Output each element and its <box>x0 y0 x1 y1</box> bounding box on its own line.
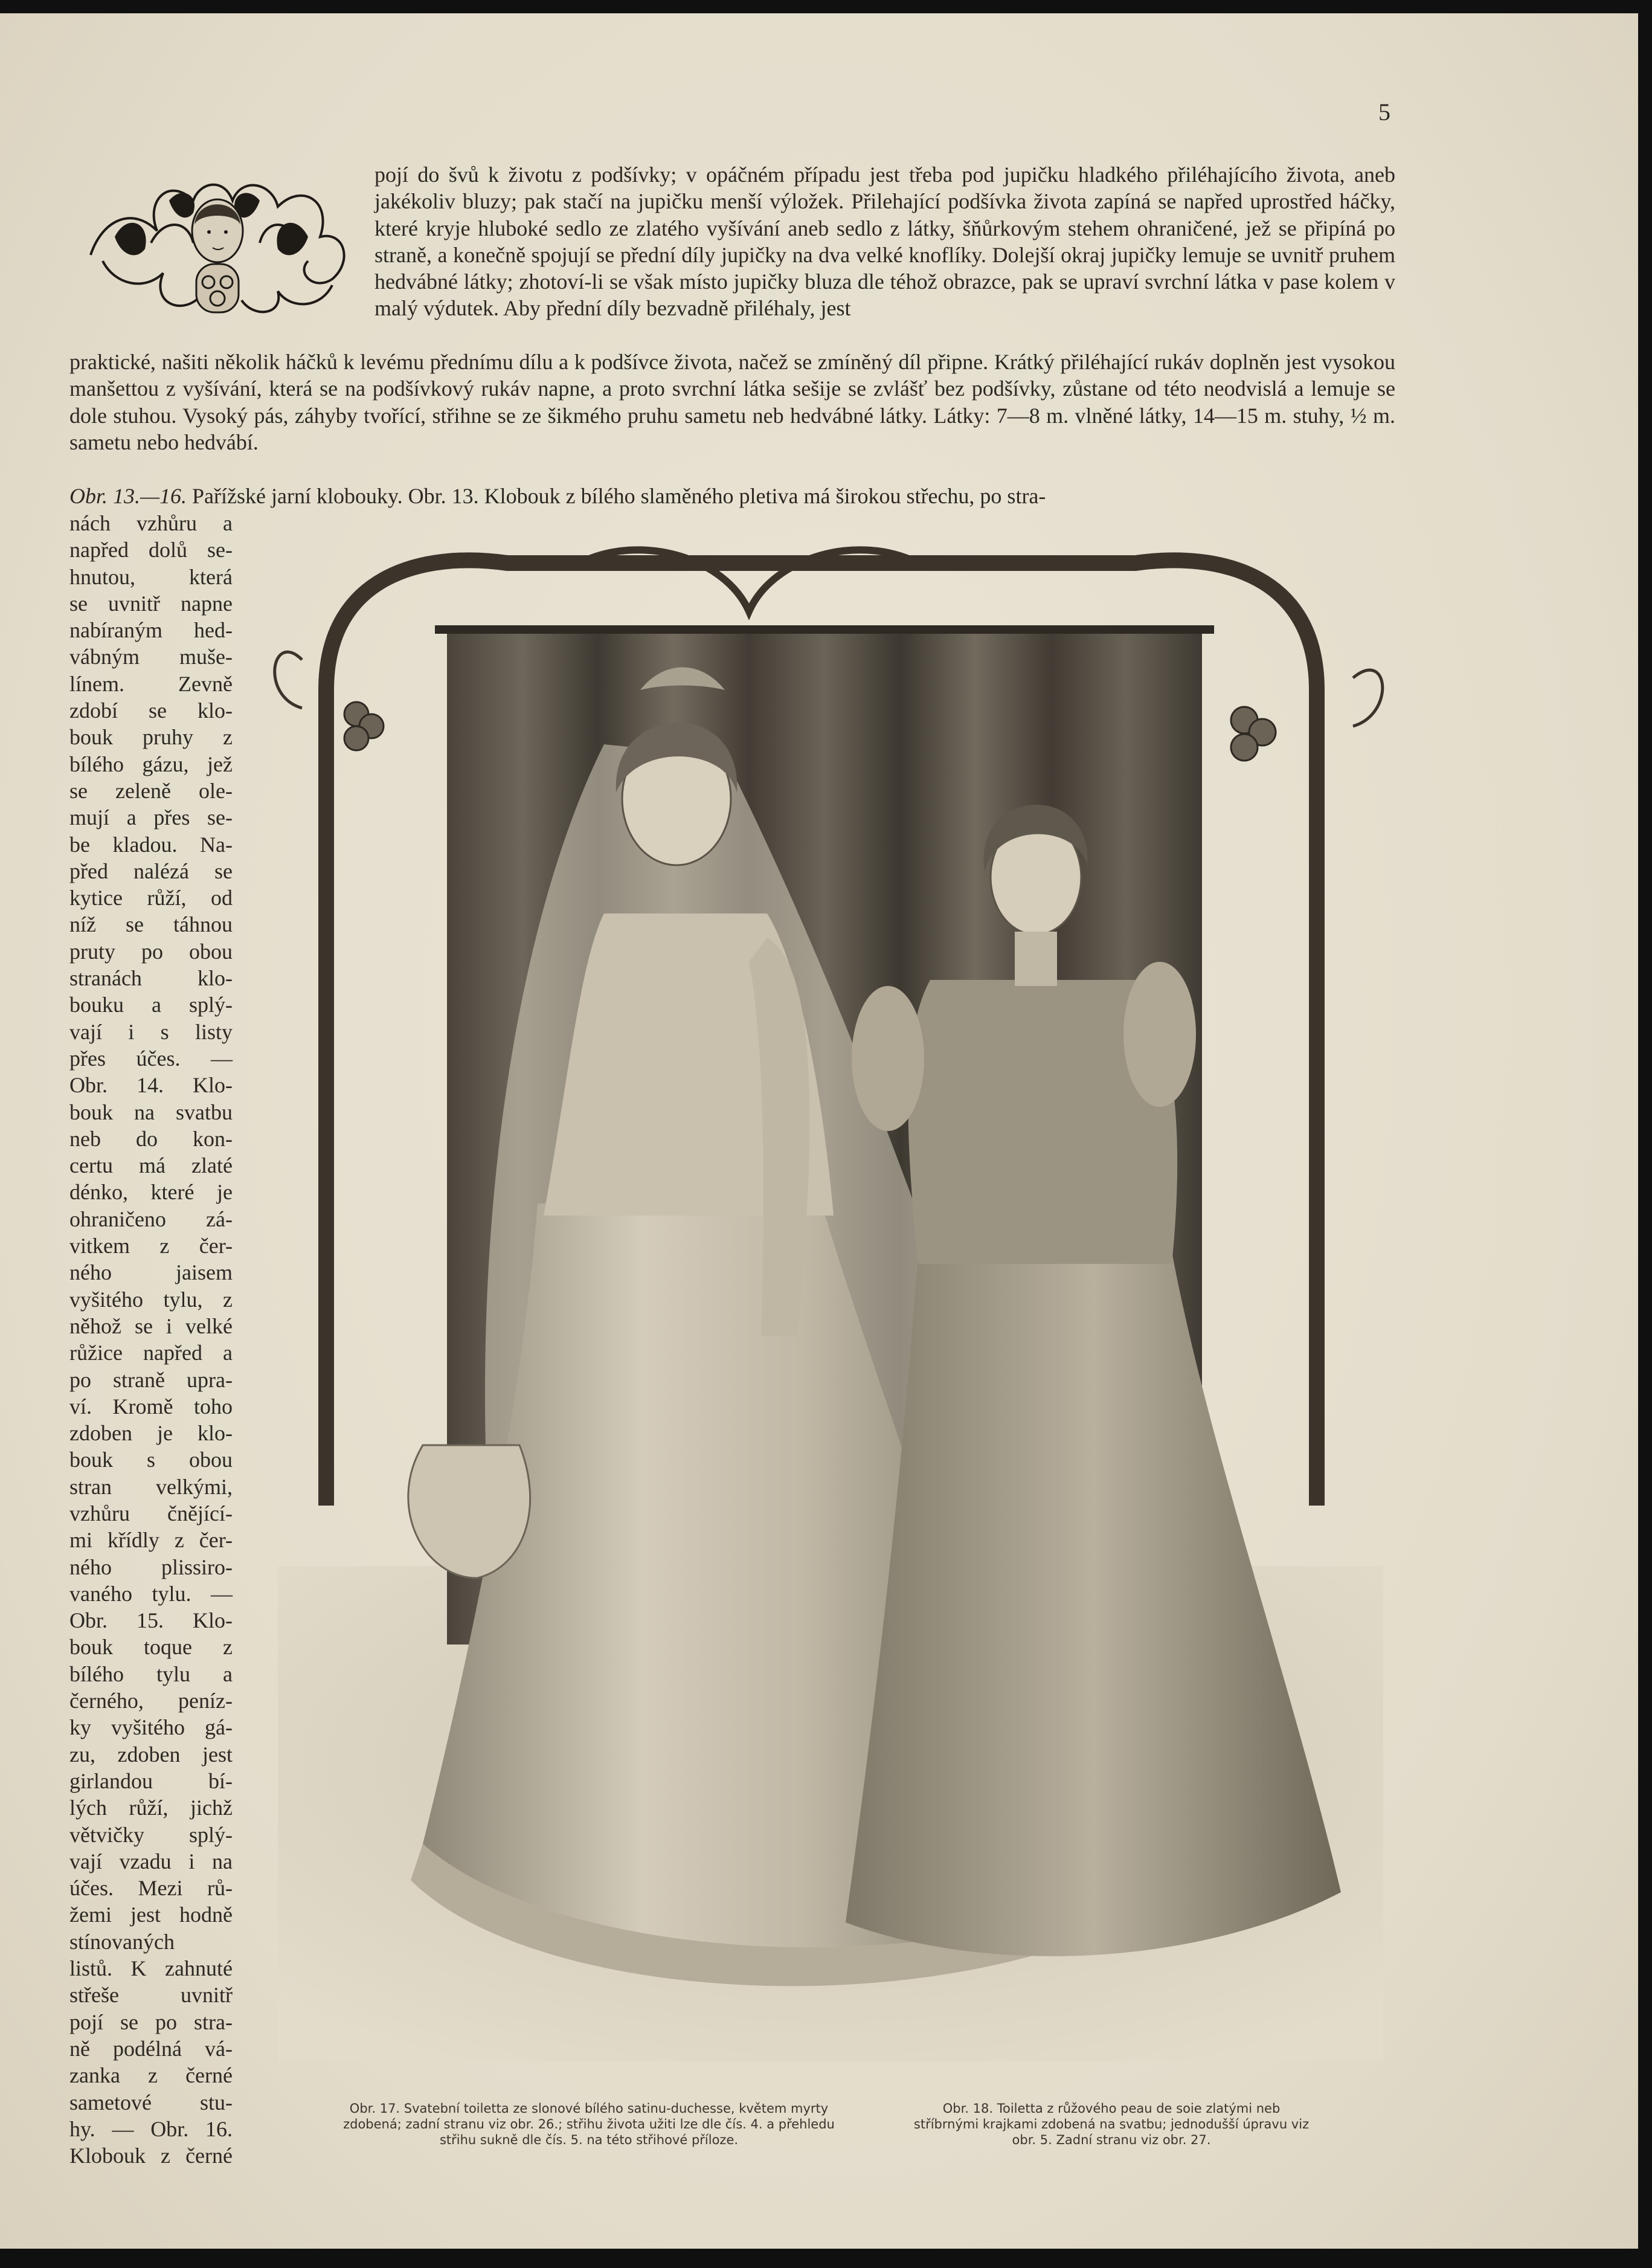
column-line: žemi jest hodně <box>69 1902 233 1927</box>
side-column-text <box>69 510 233 2169</box>
column-line: lých růží, jichž <box>69 1796 233 1820</box>
column-line: se uvnitř napne <box>69 591 233 616</box>
column-line: vzhůru čnějící- <box>69 1501 233 1525</box>
column-line: Obr. 14. Klo- <box>69 1073 233 1098</box>
column-line: kytice růží, od <box>69 886 233 910</box>
page-number: 5 <box>1378 98 1390 126</box>
column-line: vají i s listy <box>69 1019 233 1044</box>
column-line: stranách klo- <box>69 966 233 991</box>
column-line: listů. K zahnuté <box>69 1956 233 1981</box>
column-line: napřed dolů se- <box>69 538 233 562</box>
column-line: zdobí se klo- <box>69 698 233 723</box>
column-line: nabíraným hed- <box>69 618 233 643</box>
column-line: zanka z černé <box>69 2063 233 2088</box>
column-line: línem. Zevně <box>69 671 233 696</box>
column-line: stínovaných <box>69 1929 175 1954</box>
column-line: nách vzhůru a <box>69 511 233 535</box>
column-line: ného plissiro- <box>69 1554 233 1579</box>
column-line: po straně upra- <box>69 1367 233 1392</box>
column-line: dénko, které je <box>69 1180 233 1205</box>
column-line: vaného tylu. — <box>69 1581 233 1606</box>
column-line: vábným muše- <box>69 645 233 669</box>
column-line: vají vzadu i na <box>69 1849 233 1873</box>
column-line: zu, zdoben jest <box>69 1742 233 1767</box>
column-line: sametové stu- <box>69 2090 233 2115</box>
column-line: se zeleně ole- <box>69 778 233 803</box>
column-line: mi křídly z čer- <box>69 1528 233 1553</box>
column-line: střeše uvnitř <box>69 1983 233 2008</box>
floral-ornament-icon <box>79 164 356 321</box>
column-line: pojí se po stra- <box>69 2009 233 2034</box>
column-line: vitkem z čer- <box>69 1234 233 1258</box>
figure-17-caption: Obr. 17. Svatební toiletta ze slonové bílého satinu-duchesse, květem myrty zdobená; zadní stranu viz obr. 26.; střihu života užiti lze dle čís. 4. a přehledu střihu sukně dle čís. 5. na této střihové příloze. <box>343 2101 835 2147</box>
column-line: něhož se i velké <box>69 1313 233 1338</box>
column-line: Klobouk z černé <box>69 2144 233 2168</box>
column-line: be kladou. Na- <box>69 832 233 857</box>
column-line: ohraničeno zá- <box>69 1206 233 1231</box>
column-line: níž se táhnou <box>69 912 233 937</box>
column-line: hnutou, která <box>69 564 233 589</box>
fashion-plate-illustration <box>266 539 1389 2080</box>
magazine-page <box>0 13 1638 2249</box>
column-line: větvičky splý- <box>69 1822 233 1847</box>
column-line: bouk na svatbu <box>69 1100 233 1124</box>
column-line: ného jaisem <box>69 1260 233 1285</box>
column-line: účes. Mezi rů- <box>69 1876 233 1901</box>
article-intro-full: praktické, našiti několik háčků k levému přednímu dílu a k podšívce života, načež se zmíněný díl připne. Krátký přiléhající rukáv doplněn jest vysokou manšettou z vyšívání, která se na podšívkový rukáv napne, a proto svrchní látka sešije se zvlášť bez podšívky, zůstane od této neodvislá a lemuje se dole stuhou. Vysoký pás, záhyby tvořící, střihne se ze šikmého pruhu sametu neb hedvábné látky. Látky: 7—8 m. vlněné látky, 14—15 m. stuhy, ½ m. sametu nebo hedvábí. <box>69 350 1395 454</box>
column-line: ky vyšitého gá- <box>69 1715 233 1740</box>
column-line: girlandou bí- <box>69 1768 233 1793</box>
column-line: bouku a splý- <box>69 993 233 1017</box>
column-line: před nalézá se <box>69 859 233 883</box>
column-line: bouk s obou <box>69 1448 233 1472</box>
column-line: ně podélná vá- <box>69 2036 233 2061</box>
article-intro-wrapped: pojí do švů k životu z podšívky; v opáčném případu jest třeba pod jupičku hladkého přiléhajícího života, aneb jakékoliv bluzy; pak stačí na jupičku menší výložek. Přilehající podšívka života zapíná se napřed uprostřed háčky, které kryje hluboké sedlo ze zlatého vyšívání aneb sedlo z látky, šňůrkovým stehem ohraničené, jež se připíná po straně, a konečně spojují se přední díly jupičky na dva velké knoflíky. Dolejší okraj jupičky lemuje se uvnitř pruhem hedvábné látky; zhotoví-li se však místo jupičky bluza dle téhož obrazce, pak se upraví svrchní látka v pase kolem v malý výdutek. Aby přední díly bezvadně přiléhaly, jest <box>374 163 1395 321</box>
section-figure-ref: Obr. 13.—16. <box>69 484 187 508</box>
column-line: zdoben je klo- <box>69 1421 233 1446</box>
column-line: certu má zlaté <box>69 1153 233 1178</box>
column-line: hy. — Obr. 16. <box>69 2116 233 2141</box>
column-line: mují a přes se- <box>69 805 233 830</box>
column-line: pruty po obou <box>69 939 233 964</box>
figure-18-caption: Obr. 18. Toiletta z růžového peau de soie zlatými neb stříbrnými krajkami zdobená na svatbu; jednodušší úpravu viz obr. 5. Zadní stranu viz obr. 27. <box>913 2101 1310 2147</box>
column-line: bílého gázu, jež <box>69 752 233 776</box>
column-line: bílého tylu a <box>69 1661 233 1686</box>
section-heading-line <box>69 483 1395 509</box>
column-line: bouk pruhy z <box>69 725 233 750</box>
section-heading-text: Pařížské jarní klobouky. Obr. 13. Klobouk z bílého slaměného pletiva má širokou střechu, po stra- <box>187 484 1046 508</box>
column-line: Obr. 15. Klo- <box>69 1608 233 1633</box>
column-line: růžice napřed a <box>69 1341 233 1365</box>
column-line: neb do kon- <box>69 1126 233 1151</box>
column-line: bouk toque z <box>69 1635 233 1660</box>
column-line: černého, peníz- <box>69 1689 233 1713</box>
column-line: přes účes. — <box>69 1046 233 1071</box>
column-line: vyšitého tylu, z <box>69 1287 233 1312</box>
column-line: stran velkými, <box>69 1474 233 1499</box>
column-line: ví. Kromě toho <box>69 1394 233 1419</box>
